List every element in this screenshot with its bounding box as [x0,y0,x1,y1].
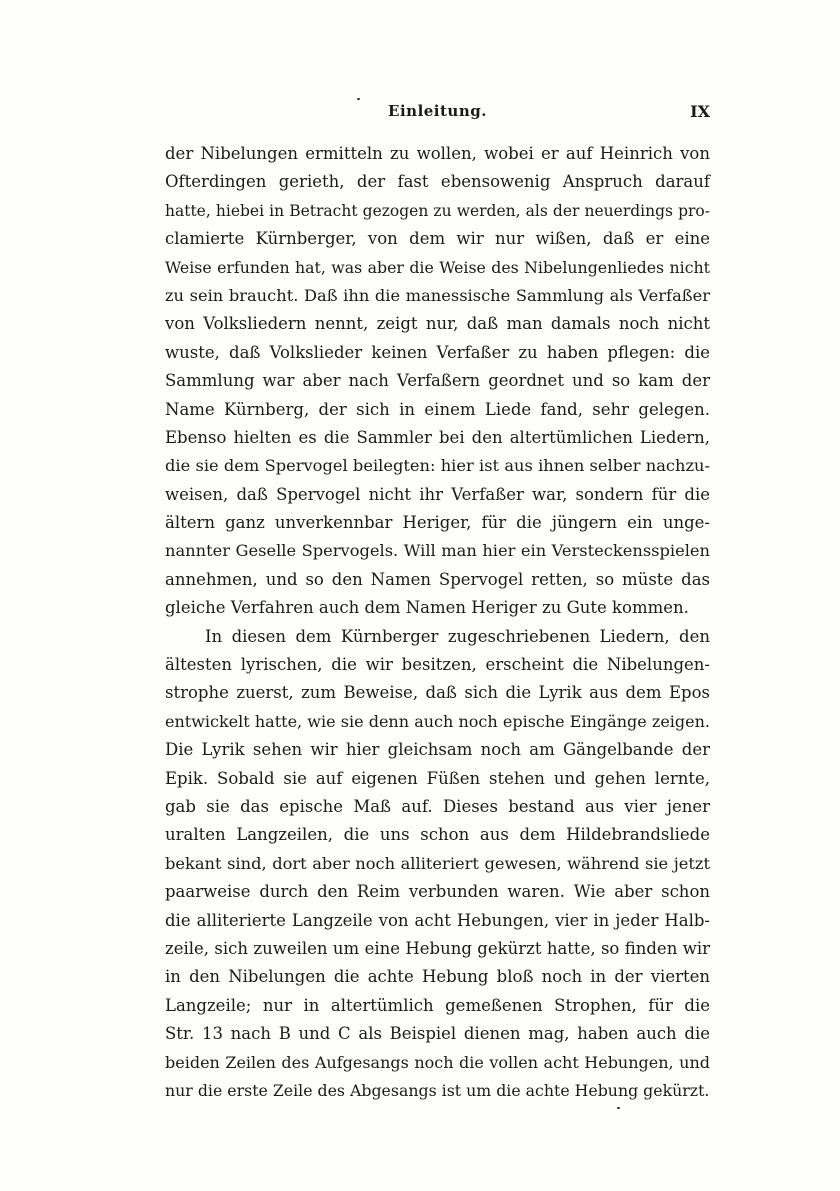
text-line: Name Kürnberg, der sich in einem Liede fand, sehr gelegen. [165,399,710,419]
text-line: die alliterierte Langzeile von acht Hebungen, vier in jeder Halb- [165,910,710,930]
text-line: in den Nibelungen die achte Hebung bloß noch in der vierten [165,967,710,987]
text-line: zeile, sich zuweilen um eine Hebung gekürzt hatte, so finden wir [165,938,710,958]
print-speck [617,1107,620,1109]
text-line: paarweise durch den Reim verbunden waren. Wie aber schon [165,882,710,902]
text-line: beiden Zeilen des Aufgesangs noch die vollen acht Hebungen, und [165,1052,710,1072]
text-line: zu sein braucht. Daß ihn die manessische Sammlung als Verfaßer [165,285,710,305]
text-line: gab sie das epische Maß auf. Dieses bestand aus vier jener [165,796,710,816]
text-line: Sammlung war aber nach Verfaßern geordnet und so kam der [165,371,710,391]
text-line: weisen, daß Spervogel nicht ihr Verfaßer war, sondern für die [165,484,710,504]
text-line: annehmen, und so den Namen Spervogel retten, so müste das [165,569,710,589]
text-line: ältesten lyrischen, die wir besitzen, erscheint die Nibelungen- [165,655,710,675]
text-line: Epik. Sobald sie auf eigenen Füßen stehen und gehen lernte, [165,768,710,788]
text-line: Die Lyrik sehen wir hier gleichsam noch am Gängelbande der [165,740,710,760]
body-text [165,140,710,1105]
text-line: hatte, hiebei in Betracht gezogen zu werden, als der neuerdings pro- [165,201,710,220]
text-line: Weise erfunden hat, was aber die Weise des Nibelungenliedes nicht [165,257,710,277]
page-number: IX [690,102,710,121]
text-line: uralten Langzeilen, die uns schon aus dem Hildebrandsliede [165,825,710,845]
text-line: gleiche Verfahren auch dem Namen Heriger zu Gute kommen. [165,598,689,618]
text-line: strophe zuerst, zum Beweise, daß sich die Lyrik aus dem Epos [165,683,710,703]
paragraph-2 [165,623,710,1106]
paragraph-1 [165,140,710,623]
text-line: Ebenso hielten es die Sammler bei den altertümlichen Liedern, [165,427,710,447]
text-line: nur die erste Zeile des Abgesangs ist um die achte Hebung gekürzt. [165,1080,710,1100]
text-line: Ofterdingen gerieth, der fast ebensowenig Anspruch darauf [165,172,710,192]
text-line: wuste, daß Volkslieder keinen Verfaßer zu haben pflegen: die [165,342,710,362]
text-line: Str. 13 nach B und C als Beispiel dienen mag, haben auch die [165,1024,710,1044]
text-line: nannter Geselle Spervogels. Will man hier ein Versteckensspielen [165,541,710,561]
text-line: bekant sind, dort aber noch alliteriert gewesen, während sie jetzt [165,853,710,873]
text-line: von Volksliedern nennt, zeigt nur, daß man damals noch nicht [165,314,710,334]
text-line: der Nibelungen ermitteln zu wollen, wobei er auf Heinrich von [165,144,710,163]
text-line: ältern ganz unverkennbar Heriger, für die jüngern ein unge- [165,513,710,533]
text-line: clamierte Kürnberger, von dem wir nur wißen, daß er eine [165,229,710,249]
text-line: die sie dem Spervogel beilegten: hier ist aus ihnen selber nachzu- [165,456,710,476]
text-line: entwickelt hatte, wie sie denn auch noch epische Eingänge zeigen. [165,711,710,731]
text-line: In diesen dem Kürnberger zugeschriebenen Liedern, den [205,626,710,646]
text-line: Langzeile; nur in altertümlich gemeßenen Strophen, für die [165,995,710,1015]
print-speck [357,98,360,100]
page-header [165,102,710,126]
running-title: Einleitung. [388,102,487,120]
